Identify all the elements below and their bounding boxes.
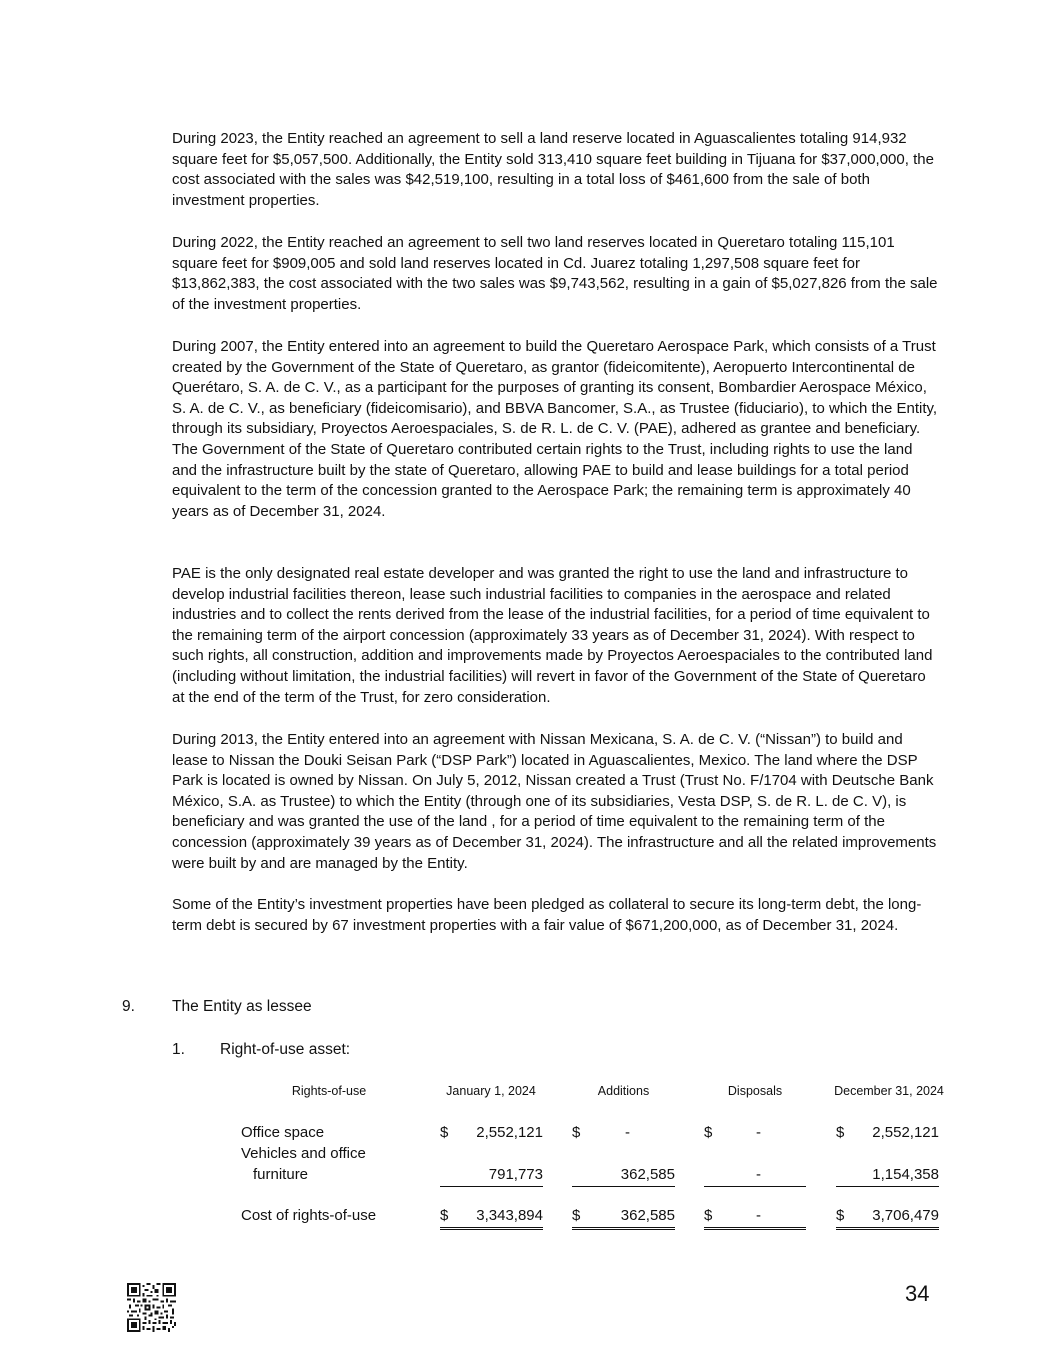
paragraph-pae-rights: PAE is the only designated real estate developer and was granted the right to use the land and infrastructure to develop industrial facilities thereon, lease such industrial facilities to companies in the aerospace and related industries and to collect the rents derived from the lease of the industrial facilities, for a period of time equivalent to the remaining term of the airport concession (approximately 33 years as of December 31, 2024). With respect to such rights, all construction, addition and improvements made by Proyectos Aeroespaciales to the contributed land (including without limitation, the industrial facilities) will revert in favor of the Government of the State of Queretaro at the end of the term of the Trust, for zero consideration.: [172, 565, 933, 706]
paragraph-2023-sales: During 2023, the Entity reached an agreement to sell a land reserve located in Aguascalientes totaling 914,932 square feet for $5,057,500. Additionally, the Entity sold 313,410 square feet building in Tijuana for $37,000,000, the cost associated with the sales was $42,519,100, resulting in a total loss of $461,600 from the sale of both investment properties.: [172, 130, 934, 209]
table-row-label-continued: furniture: [253, 1166, 309, 1183]
paragraph-pledged-properties: Some of the Entity’s investment properties have been pledged as collateral to secure its long-term debt, the long-term debt is secured by 67 investment properties with a fair value of $671,200,000, as of December 31, 2024.: [172, 896, 922, 934]
table-cell: $ 2,552,121: [836, 1124, 939, 1141]
table-cell: -: [704, 1166, 806, 1187]
table-header-rights-of-use: Rights-of-use: [291, 1084, 367, 1098]
subsection-number: 1.: [172, 1041, 185, 1058]
table-cell: $ -: [572, 1124, 630, 1141]
section-title: The Entity as lessee: [172, 998, 312, 1015]
page-number: 34: [905, 1281, 930, 1306]
table-cell: $ 3,706,479: [836, 1207, 939, 1230]
paragraph-aerospace-park: During 2007, the Entity entered into an agreement to build the Queretaro Aerospace Park, which consists of a Trust created by the Government of the State of Queretaro, as grantor (fideicomitente), Aeropuerto Intercontinental de Querétaro, S. A. de C. V., as a participant for the purposes of granting its consent, Bombardier Aerospace México, S. A. de C. V., as beneficiary (fideicomisario), and BBVA Bancomer, S.A., as Trustee (fiduciario), to which the Entity, through its subsidiary, Proyectos Aeroespaciales, S. de R. L. de C. V. (PAE), adhered as grantee and beneficiary. The Government of the State of Queretaro contributed certain rights to the Trust, including rights to use the land and the infrastructure built by the state of Queretaro, allowing PAE to build and lease buildings for a total period equivalent to the term of the concession granted to the Aerospace Park; the remaining term is approximately 40 years as of December 31, 2024.: [172, 338, 938, 520]
table-cell: $ -: [704, 1124, 761, 1141]
subsection-title: Right-of-use asset:: [220, 1041, 351, 1058]
table-header-additions: Additions: [597, 1084, 650, 1098]
table-header-disposals: Disposals: [727, 1084, 783, 1098]
table-header-december: December 31, 2024: [834, 1084, 944, 1098]
table-cell: $ -: [704, 1207, 806, 1230]
table-cell: $ 2,552,121: [440, 1124, 543, 1141]
paragraph-dsp-park: During 2013, the Entity entered into an agreement with Nissan Mexicana, S. A. de C. V. (“Nissan”) to build and lease to Nissan the Douki Seisan Park (“DSP Park”) located in Aguascalientes, Mexico. The land where the DSP Park is located is owned by Nissan. On July 5, 2012, Nissan created a Trust (Trust No. F/1704 with Deutsche Bank México, S.A. as Trustee) to which the Entity (through one of its subsidiaries, Vesta DSP, S. de R. L. de C. V), is beneficiary and was granted the use of the land , for a period of time equivalent to the remaining term of the concession (approximately 39 years as of December 31, 2024). The infrastructure and all the related improvements were built by and are managed by the Entity.: [172, 731, 937, 872]
table-header-january: January 1, 2024: [446, 1084, 536, 1098]
table-row-label: Office space: [241, 1124, 325, 1141]
table-cell: 362,585: [572, 1166, 675, 1187]
table-cell: $ 362,585: [572, 1207, 675, 1230]
paragraph-2022-sales: During 2022, the Entity reached an agreement to sell two land reserves located in Queretaro totaling 115,101 square feet for $909,005 and sold land reserves located in Cd. Juarez totaling 1,297,508 square feet for $13,862,383, the cost associated with the two sales was $9,743,562, resulting in a gain of $5,027,826 from the sale of the investment properties.: [172, 234, 938, 313]
table-cell: $ 3,343,894: [440, 1207, 543, 1230]
table-row-label: Vehicles and office: [241, 1145, 366, 1162]
section-number: 9.: [122, 998, 135, 1015]
qr-code-icon: [127, 1283, 176, 1332]
table-cell: 791,773: [440, 1166, 543, 1187]
table-cell: 1,154,358: [836, 1166, 939, 1187]
table-row-label: Cost of rights-of-use: [241, 1207, 377, 1224]
